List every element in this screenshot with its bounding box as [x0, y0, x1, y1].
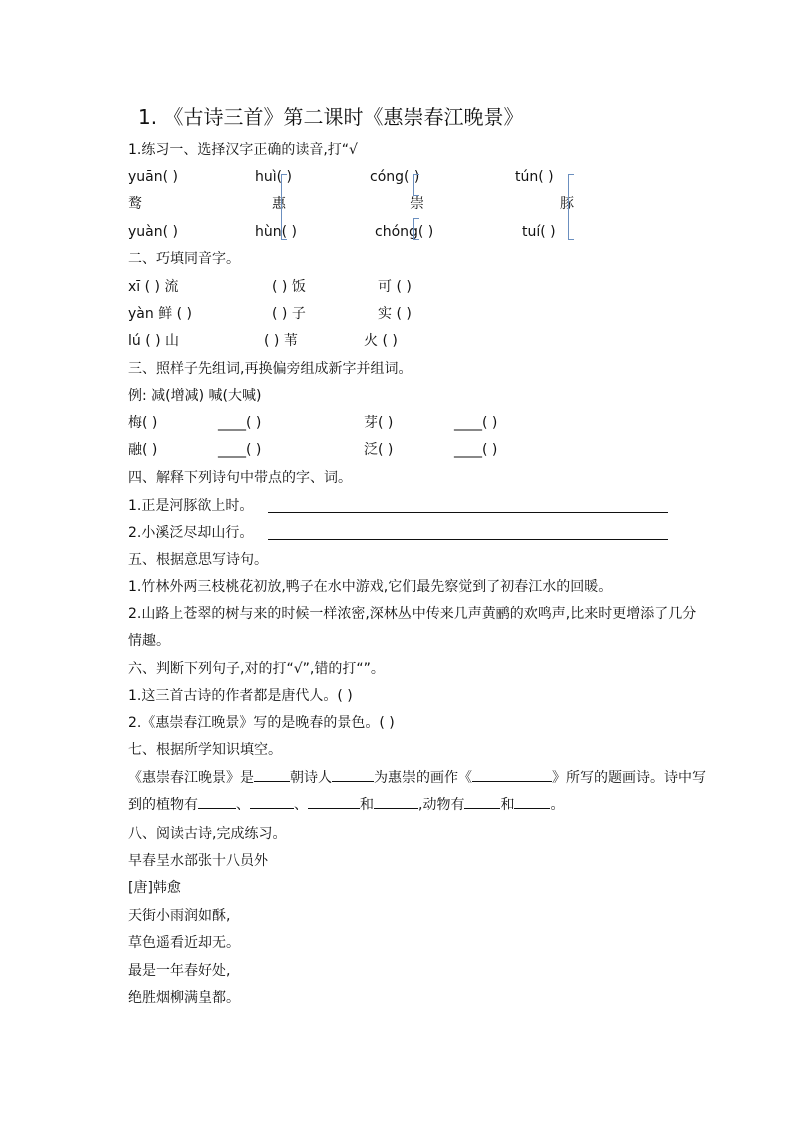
- paragraph-text: 为惠崇的画作《: [374, 770, 472, 786]
- target-char: 惠: [272, 196, 286, 212]
- pinyin-option: tuí( ): [522, 224, 556, 240]
- paragraph-text: ,动物有: [418, 797, 465, 813]
- pinyin-option: huì( ): [255, 169, 293, 185]
- fill-item: 可 ( ): [378, 279, 412, 295]
- paragraph-text: 、: [294, 797, 308, 813]
- page-title: 1. 《古诗三首》第二课时《惠崇春江晚景》: [138, 105, 524, 129]
- answer-blank[interactable]: [472, 767, 552, 782]
- fill-item: 泛( ): [364, 442, 394, 458]
- example-text: 例: 减(增减) 喊(大喊): [128, 388, 262, 404]
- question-text: 1.这三首古诗的作者都是唐代人。( ): [128, 688, 353, 704]
- poem-line: 草色遥看近却无。: [128, 935, 240, 951]
- section7-heading: 七、根据所学知识填空。: [128, 742, 282, 758]
- pinyin-option: yuān( ): [128, 169, 178, 185]
- answer-line[interactable]: [268, 512, 668, 513]
- pinyin-option: yuàn( ): [128, 224, 178, 240]
- fill-item: 梅( ): [128, 415, 158, 431]
- section2-heading: 二、巧填同音字。: [128, 251, 240, 267]
- selection-bracket: [568, 174, 574, 240]
- question-text: 1.正是河豚欲上时。: [128, 498, 254, 514]
- section1-heading: 1.练习一、选择汉字正确的读音,打“√: [128, 142, 358, 158]
- fill-item: ____( ): [218, 442, 262, 458]
- pinyin-option: tún( ): [515, 169, 554, 185]
- paragraph-text: 。: [550, 797, 565, 813]
- fill-item: yàn 鲜 ( ): [128, 306, 193, 322]
- target-char: 鹜: [128, 196, 142, 212]
- question-text: 2.山路上苍翠的树与来的时候一样浓密,深林丛中传来几声黄鹂的欢鸣声,比来时更增添了几分情趣。: [128, 606, 697, 649]
- poem-line: 天街小雨润如酥,: [128, 908, 231, 924]
- answer-blank[interactable]: [464, 794, 500, 809]
- paragraph-text: 和: [500, 797, 515, 813]
- paragraph-text: 、: [236, 797, 250, 813]
- fill-item: 芽( ): [364, 415, 394, 431]
- fill-item: 实 ( ): [378, 306, 412, 322]
- fill-item: ( ) 子: [272, 306, 306, 322]
- poem-title: 早春呈水部张十八员外: [128, 853, 268, 869]
- poem-author: [唐]韩愈: [128, 880, 181, 896]
- paragraph-text: 朝诗人: [290, 770, 332, 786]
- selection-bracket: [281, 174, 287, 240]
- fill-item: 火 ( ): [364, 333, 398, 349]
- section6-heading: 六、判断下列句子,对的打“√”,错的打“”。: [128, 661, 385, 677]
- paragraph-text: 和: [360, 797, 374, 813]
- selection-bracket: [413, 218, 419, 240]
- pinyin-option: cóng( ): [370, 169, 420, 185]
- poem-line: 最是一年春好处,: [128, 963, 231, 979]
- section4-heading: 四、解释下列诗句中带点的字、词。: [128, 470, 352, 486]
- fill-item: 融( ): [128, 442, 158, 458]
- fill-item: ( ) 苇: [264, 333, 298, 349]
- answer-blank[interactable]: [308, 794, 360, 809]
- answer-blank[interactable]: [374, 794, 418, 809]
- selection-bracket: [413, 174, 419, 196]
- answer-blank[interactable]: [250, 794, 294, 809]
- paragraph-text: 》所写的题画诗。诗中写到的植物有: [128, 770, 706, 813]
- answer-blank[interactable]: [514, 794, 550, 809]
- answer-blank[interactable]: [254, 767, 290, 782]
- poem-line: 绝胜烟柳满皇都。: [128, 990, 240, 1006]
- answer-line[interactable]: [268, 539, 668, 540]
- question-text: 2.《惠崇春江晚景》写的是晚春的景色。( ): [128, 715, 395, 731]
- pinyin-option: chóng( ): [375, 224, 434, 240]
- paragraph-text: 《惠崇春江晚景》是: [128, 770, 254, 786]
- section3-heading: 三、照样子先组词,再换偏旁组成新字并组词。: [128, 361, 413, 377]
- question-text: 2.小溪泛尽却山行。: [128, 525, 254, 541]
- fill-item: lú ( ) 山: [128, 333, 180, 349]
- fill-paragraph: [128, 765, 708, 819]
- fill-item: xī ( ) 流: [128, 279, 179, 295]
- target-char: 崇: [410, 196, 424, 212]
- section5-heading: 五、根据意思写诗句。: [128, 552, 268, 568]
- pinyin-option: hùn( ): [255, 224, 297, 240]
- fill-item: ____( ): [218, 415, 262, 431]
- answer-blank[interactable]: [332, 767, 374, 782]
- fill-item: ( ) 饭: [272, 279, 306, 295]
- fill-item: ____( ): [454, 415, 498, 431]
- answer-blank[interactable]: [198, 794, 236, 809]
- section8-heading: 八、阅读古诗,完成练习。: [128, 826, 287, 842]
- fill-item: ____( ): [454, 442, 498, 458]
- question-text: 1.竹林外两三枝桃花初放,鸭子在水中游戏,它们最先察觉到了初春江水的回暖。: [128, 579, 613, 595]
- target-char: 豚: [560, 196, 574, 212]
